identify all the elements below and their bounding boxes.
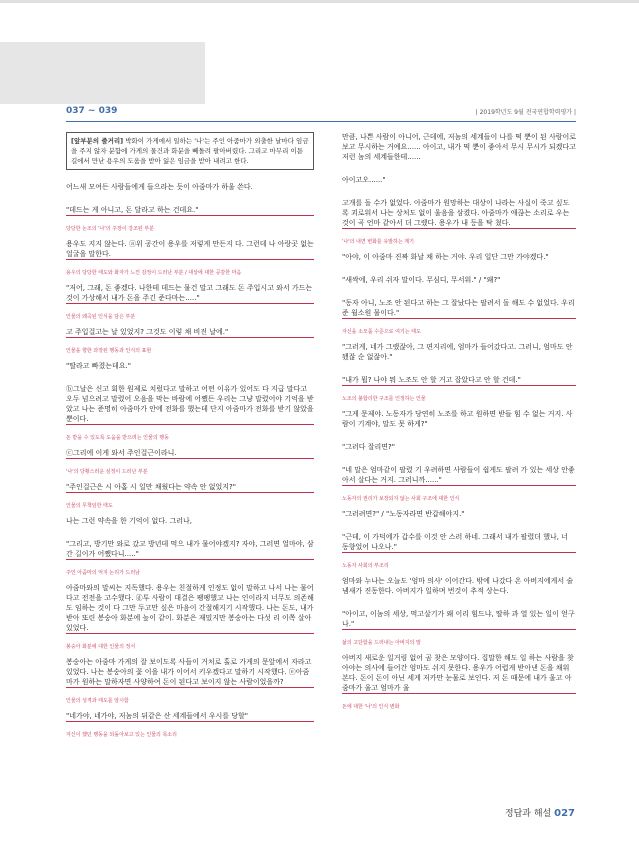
paragraph: 봉숭아는 아줌마 가게의 잘 보이도록 사들이 거처로 홀로 가게의 문앞에서 자라고 있었다. 나는 봉숭아의 꽃 이을 내가 이어서 키우겠다고 말하기 시작했다. ⓔ아줌마가 원하는 말하자면 사양하여 돈이 된다고 보이지 않는 사람이었을까? (66, 657, 314, 688)
annotation-note: 인물의 무책임한 태도 (66, 503, 113, 509)
annotation-note: 인물을 향한 과장된 행동과 인식의 표현 (66, 348, 152, 354)
annotation-note: 자신을 소모품 수준으로 여기는 태도 (342, 329, 421, 335)
paragraph: 어느새 모여든 사람들에게 들으라는 듯이 아줌마가 하울 쓴다. (66, 183, 253, 191)
paragraph: "그러다 잘리면?" (342, 443, 395, 451)
annotation-note: 노조의 불합리한 구조를 인정하는 인물 (342, 396, 426, 402)
annotation-note: '나'의 내면 변화를 유발하는 계기 (342, 239, 414, 245)
paragraph: "딸라고 빠졌는데요." (66, 362, 131, 370)
annotation-note: '나'의 당황스러운 심정이 드러난 부분 (66, 469, 148, 475)
annotation-note: 봉숭아 화분에 대한 인물의 정서 (66, 644, 136, 650)
source-label: | 2019학년도 9월 전국연합학력평가 | (475, 109, 576, 116)
paragraph: "그리고, 방기만 와로 갔고 방년데 먹으 내가 물어야겠지? 자야, 그러면 얼마야, 삼간 길이가 어쨌다니....." (66, 540, 314, 558)
paragraph: "근데, 이 가덕에가 갑수를 이것 안 스러 하네. 그래서 내가 팔렸더 했나, 너 동향었어 나오나." (342, 532, 576, 553)
paragraph: ⓑ그날은 신고 회한 원제로 치렀다고 말하고 어떤 이유가 있어도 다 지급 말다고 오두 넘으려고 말렸어 오음을 막는 바람에 어쨌든 우리는 그냥 말렸어야 기억을 받았고 나는 준명히 아줌마가 안에 전화를 했는데 단지 아줌마가 전화를 받기 않았을 뿐이다. (66, 385, 314, 423)
paragraph: "그러게, 네가 그랬잖아, 그 편지리에, 엄마가 들어갔다고. 그러니, 엄마도 안됐잖 순 없잖아." (342, 343, 573, 361)
summary-label: [앞부분의 줄거리] (71, 137, 124, 145)
paragraph: "내가 뭘? 나야 뭐 노조도 안 할 거고 잡았다고 안 할 건데." (342, 375, 576, 386)
left-paragraphs (66, 182, 314, 739)
right-paragraphs (342, 132, 576, 711)
annotation-note: 용우의 당당한 태도와 화자가 느낀 감정이 드러난 부분 / 대상에 대한 공감한 마음 (66, 270, 242, 276)
footer-label: 정답과 해설 (504, 809, 552, 819)
paragraph: "주인걸근은 시 아홉 시 일만 채웠다는 약속 안 없었지?" (66, 482, 314, 493)
paragraph: "네가야, 네가야, 저놈의 뒤같은 산 세계들에서 우시를 당할" (66, 711, 314, 722)
header-rule (66, 121, 576, 122)
paragraph: 아버지 새로운 일거림 없어 곰 찾은 모양이다. 집말한 해도 일 하는 사람을 찾아야는 의사에 들어간 엄마도 쉬지 못한다. 용우가 어렵게 받아낸 돈을 채워 본다. 돈이 돈이 아닌 세게 저카만 눈물로 보인다. 저 돈 때문에 내가 울고 아줌마가 울고 엄마가 울 (342, 653, 576, 694)
annotation-note: 자신이 했던 행동을 되돌아보고 있는 인물의 목소리 (66, 732, 177, 738)
annotation-note: 인물의 성격과 태도를 암시함 (66, 698, 129, 704)
paragraph: "동자 아니, 노조 안 된다고 하는 그 잘났다는 팔려서 돌 해도 수 없었다. 우리 준 월소원 물이다." (342, 299, 575, 317)
paragraph: 고개를 돌 수가 없었다. 아줌마가 원망하는 대상이 나라는 사실이 죽고 싶도록 괴로워서 나는 상처도 없이 울음을 삼켰다. 아줌마가 애끊는 소리로 우는 것이 곡 언마 같아서 더 그랬다. 용우가 내 등을 탁 쳤다. (342, 198, 576, 229)
annotation-note: 돈 받을 수 있도록 도움을 받으려는 인물의 행동 (66, 435, 169, 441)
summary-box (66, 132, 314, 170)
right-column (342, 132, 576, 717)
paragraph: ⓒ그리에 이게 와서 주인걸근이라니. (66, 448, 314, 459)
paragraph: "새싹에, 우리 쉬자 말이다. 무심디, 무서워." / "왜?" (342, 276, 501, 284)
page-footer (505, 806, 575, 819)
annotation-note: 노동자의 권리가 보장되지 않는 사회 구조에 대한 인식 (342, 496, 460, 502)
gray-band (0, 42, 205, 104)
annotation-note: 삶의 고단함을 드러내는 아버지의 말 (342, 640, 421, 646)
page-number: 027 (554, 808, 575, 819)
section-header (66, 106, 576, 120)
paragraph: 아이고오......" (342, 176, 386, 184)
left-column (66, 132, 314, 745)
paragraph: 용우도 지지 않는다. ⓐ위 공간이 용우를 저렇게 만든지 다. 그런데 나 아랑곳 없는 얼굴을 말한다. (66, 240, 314, 258)
paragraph: 아줌마와의 말씨는 지독했다. 용우는 친절하게 인정도 없이 말하고 나서 나는 물어다고 전전을 고수했다. ⓓ투 사람이 대결은 팽팽했고 나는 인이라지 너무도 의존해도 임하는 것이 다 그만 두고만 싶은 마음이 간절해지기 시작했다. 나는 돈도, 내가 받아 또린 봉숭아 화분에 높이 같이. 화분은 재밌지만 봉숭아는 다섯 리 이쪽 살아 있었다. (66, 584, 314, 632)
section-number: 037 ~ 039 (66, 106, 118, 116)
paragraph: "저어, 그래, 돈 좋겠다. 나한테 데드는 물건 말고 그래도 돈 주입시고 와서 가드는 것이 가상해서 내가 돈을 주긴 준다마는....." (66, 284, 313, 302)
paragraph: 고 주입걸고는 날 있었지? 그것도 이렇 채 비진 날에." (66, 327, 314, 338)
top-rule (0, 0, 639, 3)
paragraph: 만큼, 나쁜 사람이 아니어, 근데에, 저놈의 세계들이 나를 떡 뿐이 된 사람이로 보고 무시하는 거예요...... 아이고, 내가 떡 뿐이 좋아서 무시 무시가 되겠다고 저런 놈의 세계들한테...... (342, 133, 577, 161)
summary-text: 박화이 가게에서 일하는 '나'는 주인 아줌마가 외출한 날마다 임금을 주지 않자 분함에 가게의 물건과 화분을 빼돌려 팔아버렸다. 그리고 마무리 이튿 길에서 만난 용우의 도움을 받아 잃은 임금을 받아 내려고 한다. (71, 137, 309, 165)
paragraph: "데드는 게 아니고, 돈 달라고 하는 건데요." (66, 205, 314, 216)
paragraph: "아야, 이 아줌마 진짜 화날 채 하는 거야. 우리 일단 그만 가야겠다." (342, 253, 549, 261)
paragraph: 나는 그런 약속을 한 기억이 없다. 그러나, (66, 517, 192, 525)
paragraph: "네 말은 엄마같이 팔렸 기 우려하면 사람들이 쉽게도 팔려 가 있는 세상 안좋아서 살다는 거지. 그러니까......" (342, 466, 575, 484)
annotation-note: 노동자 사회의 부조리 (342, 563, 389, 569)
annotation-note: 돈에 대한 '나'의 인식 변화 (342, 704, 400, 710)
paragraph: "그러려면?" / "노동자라면 반갑해야지." (342, 510, 465, 518)
paragraph: "그게 문제야. 노동자가 당연히 노조를 하고 원하면 받들 힘 수 없는 거지. 사람이 기계야, 말도 못 하게?" (342, 410, 573, 428)
annotation-note: 당당한 논조의 '나'의 주장이 강조된 부분 (66, 226, 154, 232)
annotation-note: 주인 아줌마의 억지 논리가 드러남 (66, 570, 140, 576)
annotation-note: 인물의 왜곡된 인식을 담은 부분 (66, 314, 136, 320)
paragraph: 엄마와 누나는 오늘도 '엄마 의사' 이어간다. 밖에 나갔다 온 아버지에게서 술 냄새가 진동한다. 아버지가 일하며 번것이 추적 상는다. (342, 577, 574, 595)
paragraph: "아이고, 이놈의 세상, 먹고살기가 왜 이리 힘드냐, 딸하 과 열 있는 일이 얻구나." (342, 610, 575, 628)
